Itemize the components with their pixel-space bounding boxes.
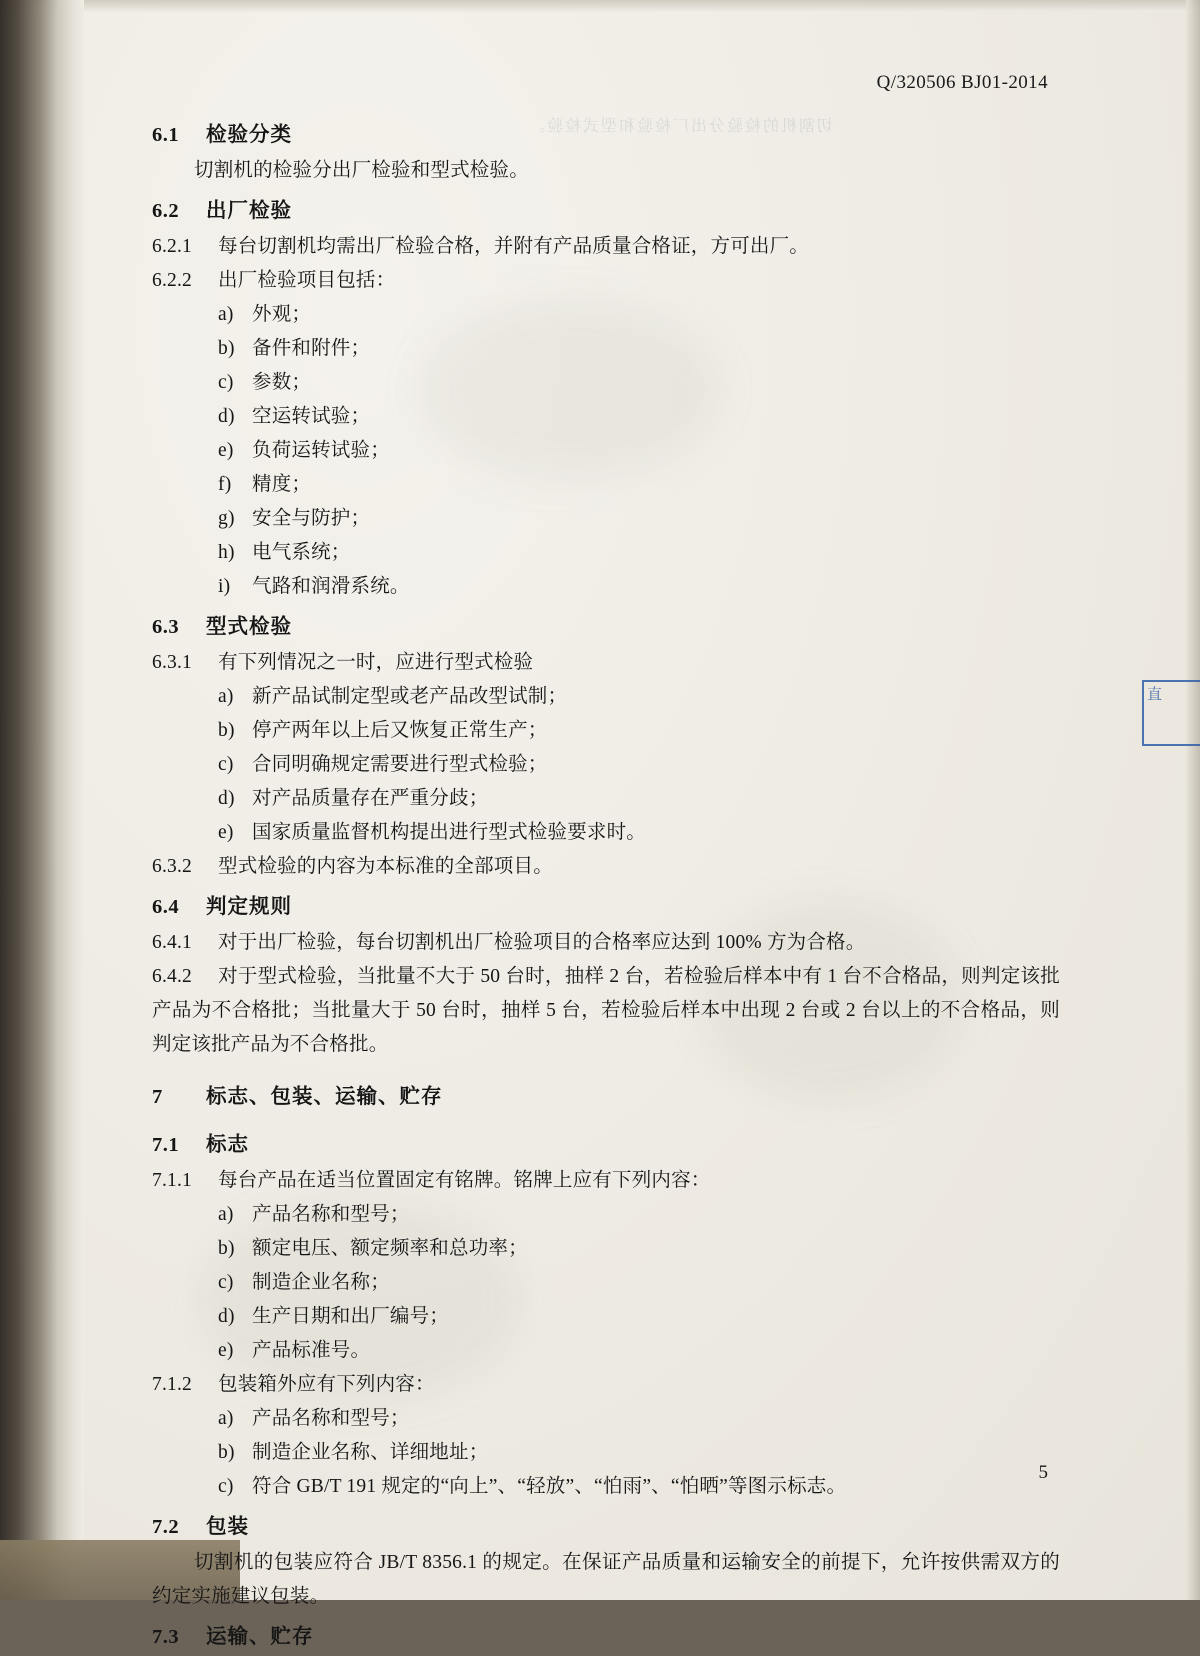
list-item — [218, 816, 1060, 850]
page-number: 5 — [1038, 1462, 1048, 1483]
list-label: e) — [218, 1340, 234, 1361]
list-item — [218, 1198, 1060, 1232]
list-label: c) — [218, 1476, 234, 1497]
list-text: 备件和附件； — [252, 338, 371, 359]
list-text: 精度； — [252, 474, 312, 495]
list-item — [218, 1266, 1060, 1300]
list-item — [218, 1334, 1060, 1368]
heading-number: 6.1 — [152, 124, 180, 146]
list-label: i) — [218, 576, 231, 597]
list-6-2-2 — [152, 298, 1060, 604]
paragraph-6-2-1 — [152, 230, 1060, 264]
clause-text: 每台产品在适当位置固定有铭牌。铭牌上应有下列内容： — [218, 1170, 711, 1191]
heading-6-4 — [152, 890, 1060, 924]
heading-number: 6.4 — [152, 896, 180, 918]
heading-6-2 — [152, 194, 1060, 228]
heading-7-1 — [152, 1128, 1060, 1162]
list-label: d) — [218, 788, 235, 809]
list-label: a) — [218, 1204, 234, 1225]
list-text: 气路和润滑系统。 — [252, 576, 410, 597]
clause-number: 6.3.1 — [152, 652, 192, 673]
clause-text: 包装箱外应有下列内容： — [218, 1374, 435, 1395]
list-text: 安全与防护； — [252, 508, 371, 529]
list-text: 对产品质量存在严重分歧； — [252, 788, 489, 809]
page-body — [152, 112, 1060, 1656]
heading-7-3 — [152, 1620, 1060, 1654]
list-label: d) — [218, 1306, 235, 1327]
paragraph-7-1-1 — [152, 1164, 1060, 1198]
heading-number: 6.3 — [152, 616, 180, 638]
list-label: e) — [218, 822, 234, 843]
list-label: d) — [218, 406, 235, 427]
list-text: 新产品试制定型或老产品改型试制； — [252, 686, 568, 707]
list-item — [218, 1470, 1060, 1504]
paragraph-6-3-2 — [152, 850, 1060, 884]
heading-text: 检验分类 — [206, 124, 292, 146]
page-right-edge — [1186, 0, 1200, 1600]
list-label: c) — [218, 372, 234, 393]
heading-6-3 — [152, 610, 1060, 644]
list-label: c) — [218, 1272, 234, 1293]
page-top-edge — [0, 0, 1200, 12]
list-text: 制造企业名称； — [252, 1272, 390, 1293]
list-text: 产品标准号。 — [252, 1340, 371, 1361]
paragraph-6-3-1 — [152, 646, 1060, 680]
list-label: b) — [218, 1442, 235, 1463]
list-text: 停产两年以上后又恢复正常生产； — [252, 720, 548, 741]
list-7-1-2 — [152, 1402, 1060, 1504]
list-label: c) — [218, 754, 234, 775]
clause-number: 7.1.1 — [152, 1170, 192, 1191]
clause-number: 6.3.2 — [152, 856, 192, 877]
list-item — [218, 468, 1060, 502]
clause-text: 每台切割机均需出厂检验合格，并附有产品质量合格证，方可出厂。 — [218, 236, 810, 257]
list-item — [218, 714, 1060, 748]
heading-text: 判定规则 — [206, 896, 292, 918]
heading-number: 7.3 — [152, 1626, 180, 1648]
list-item — [218, 1300, 1060, 1334]
clause-text: 对于型式检验，当批量不大于 50 台时，抽样 2 台，若检验后样本中有 1 台不合格品，则判定该批产品为不合格批；当批量大于 50 台时，抽样 5 台，若检验后样本中出现 2 台或 2 台以上的不合格品，则判定该批产品为不合格批。 — [152, 966, 1060, 1055]
clause-number: 6.2.1 — [152, 236, 192, 257]
list-item — [218, 400, 1060, 434]
list-text: 额定电压、额定频率和总功率； — [252, 1238, 528, 1259]
heading-number: 7 — [152, 1086, 163, 1108]
list-text: 产品名称和型号； — [252, 1204, 410, 1225]
list-label: a) — [218, 686, 234, 707]
heading-text: 型式检验 — [206, 616, 292, 638]
heading-text: 标志 — [206, 1134, 249, 1156]
list-label: b) — [218, 720, 235, 741]
heading-number: 7.2 — [152, 1516, 180, 1538]
list-item — [218, 570, 1060, 604]
list-text: 合同明确规定需要进行型式检验； — [252, 754, 548, 775]
list-item — [218, 332, 1060, 366]
paragraph-6-2-2 — [152, 264, 1060, 298]
list-item — [218, 1232, 1060, 1266]
clause-text: 型式检验的内容为本标准的全部项目。 — [218, 856, 553, 877]
clause-number: 6.4.2 — [152, 966, 192, 987]
document-code-header: Q/320506 BJ01-2014 — [876, 72, 1048, 93]
list-item — [218, 782, 1060, 816]
list-item — [218, 748, 1060, 782]
list-label: b) — [218, 338, 235, 359]
list-item — [218, 536, 1060, 570]
clause-number: 7.1.2 — [152, 1374, 192, 1395]
list-label: e) — [218, 440, 234, 461]
binding-gutter — [0, 0, 58, 1600]
list-item — [218, 366, 1060, 400]
margin-stamp: 直 — [1142, 680, 1200, 746]
list-label: f) — [218, 474, 232, 495]
list-item — [218, 298, 1060, 332]
list-text: 制造企业名称、详细地址； — [252, 1442, 489, 1463]
list-item — [218, 1402, 1060, 1436]
paragraph-6-4-1 — [152, 926, 1060, 960]
clause-number: 6.4.1 — [152, 932, 192, 953]
heading-7 — [152, 1080, 1060, 1114]
list-text: 电气系统； — [252, 542, 351, 563]
list-label: h) — [218, 542, 235, 563]
heading-text: 出厂检验 — [206, 200, 292, 222]
list-text: 生产日期和出厂编号； — [252, 1306, 450, 1327]
list-label: a) — [218, 1408, 234, 1429]
list-text: 产品名称和型号； — [252, 1408, 410, 1429]
show-through-text: 切割机的检验分出厂检验和型式检验。 — [527, 118, 834, 135]
list-item — [218, 434, 1060, 468]
list-6-3-1 — [152, 680, 1060, 850]
heading-text: 运输、贮存 — [206, 1626, 314, 1648]
list-text: 国家质量监督机构提出进行型式检验要求时。 — [252, 822, 647, 843]
list-label: b) — [218, 1238, 235, 1259]
heading-text: 包装 — [206, 1516, 249, 1538]
paragraph-6-1: 切割机的检验分出厂检验和型式检验。 — [194, 160, 529, 181]
heading-number: 6.2 — [152, 200, 180, 222]
list-7-1-1 — [152, 1198, 1060, 1368]
clause-text: 出厂检验项目包括： — [218, 270, 396, 291]
paragraph-7-1-2 — [152, 1368, 1060, 1402]
list-text: 负荷运转试验； — [252, 440, 390, 461]
paragraph-7-2: 切割机的包装应符合 JB/T 8356.1 的规定。在保证产品质量和运输安全的前提下，允许按供需双方的约定实施建议包装。 — [152, 1552, 1060, 1607]
list-item — [218, 1436, 1060, 1470]
paragraph-6-4-2 — [152, 960, 1060, 1062]
heading-6-1 — [152, 118, 1060, 152]
list-text: 参数； — [252, 372, 312, 393]
list-text: 外观； — [252, 304, 312, 325]
heading-text: 标志、包装、运输、贮存 — [206, 1086, 443, 1108]
clause-number: 6.2.2 — [152, 270, 192, 291]
heading-7-2 — [152, 1510, 1060, 1544]
list-item — [218, 502, 1060, 536]
binding-gutter-shadow — [58, 0, 84, 1600]
list-text: 符合 GB/T 191 规定的“向上”、“轻放”、“怕雨”、“怕晒”等图示标志。 — [252, 1476, 847, 1497]
list-label: g) — [218, 508, 235, 529]
list-label: a) — [218, 304, 234, 325]
list-text: 空运转试验； — [252, 406, 371, 427]
heading-number: 7.1 — [152, 1134, 180, 1156]
clause-text: 对于出厂检验，每台切割机出厂检验项目的合格率应达到 100% 方为合格。 — [218, 932, 866, 953]
list-item — [218, 680, 1060, 714]
clause-text: 有下列情况之一时，应进行型式检验 — [218, 652, 534, 673]
